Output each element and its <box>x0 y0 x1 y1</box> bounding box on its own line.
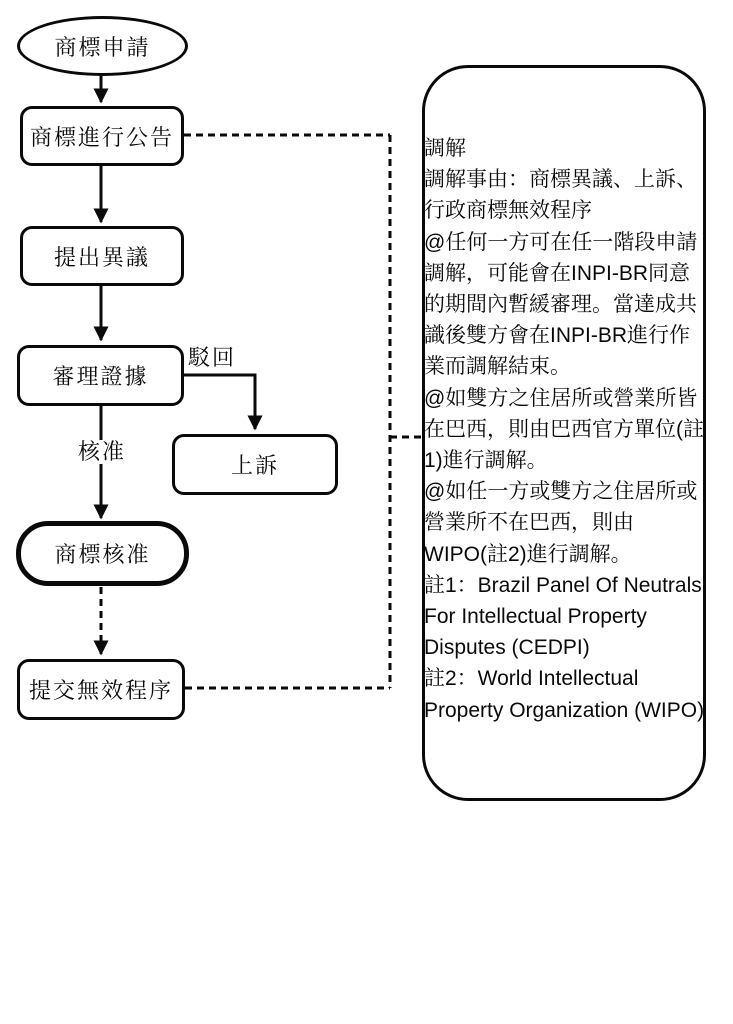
panel-line: WIPO(註2)進行調解。 <box>424 542 632 566</box>
panel-line: 註2：World Intellectual <box>424 667 639 691</box>
panel-line: @任何一方可在任一階段申請 <box>424 230 698 254</box>
node-trademark-publication-label: 商標進行公告 <box>29 124 174 150</box>
panel-line: Property Organization (WIPO) <box>424 698 705 722</box>
panel-line: 的期間內暫緩審理。當達成共 <box>424 293 697 317</box>
panel-line: 業而調解結束。 <box>424 355 571 379</box>
panel-line: Disputes (CEDPI) <box>424 636 590 660</box>
panel-line: For Intellectual Property <box>424 605 647 629</box>
panel-line: 1)進行調解。 <box>424 449 548 473</box>
node-examine-evidence-label: 審理證據 <box>52 364 149 389</box>
node-trademark-application <box>17 16 188 76</box>
panel-line: 註1：Brazil Panel Of Neutrals <box>424 573 702 597</box>
node-file-opposition <box>20 226 184 286</box>
node-examine-evidence <box>17 345 184 406</box>
panel-line: 調解，可能會在INPI-BR同意 <box>424 261 691 285</box>
panel-line: @如雙方之住居所或營業所皆 <box>424 386 698 410</box>
panel-line: 調解事由：商標異議、上訴、 <box>424 168 697 192</box>
panel-line: 營業所不在巴西，則由 <box>424 511 634 535</box>
edge-label-approve: 核准 <box>78 439 127 464</box>
panel-line: 調解 <box>424 137 466 160</box>
node-trademark-approved-label: 商標核准 <box>54 542 151 567</box>
edge-label-reject: 駁回 <box>188 345 237 370</box>
node-invalidation-procedure-label: 提交無效程序 <box>28 678 173 703</box>
node-appeal-label: 上訴 <box>230 453 279 478</box>
node-appeal <box>172 434 338 495</box>
mediation-panel-text <box>424 133 712 726</box>
edge-examine-to-appeal <box>184 375 255 429</box>
node-invalidation-procedure <box>17 659 185 720</box>
node-trademark-approved <box>16 521 189 586</box>
panel-line: 行政商標無效程序 <box>424 199 592 223</box>
panel-line: @如任一方或雙方之住居所或 <box>424 480 698 504</box>
node-trademark-publication <box>20 106 184 166</box>
panel-line: 識後雙方會在INPI-BR進行作 <box>424 324 691 348</box>
node-file-opposition-label: 提出異議 <box>53 244 150 270</box>
panel-line: 在巴西，則由巴西官方單位(註 <box>424 417 704 441</box>
node-trademark-application-label: 商標申請 <box>54 34 151 60</box>
